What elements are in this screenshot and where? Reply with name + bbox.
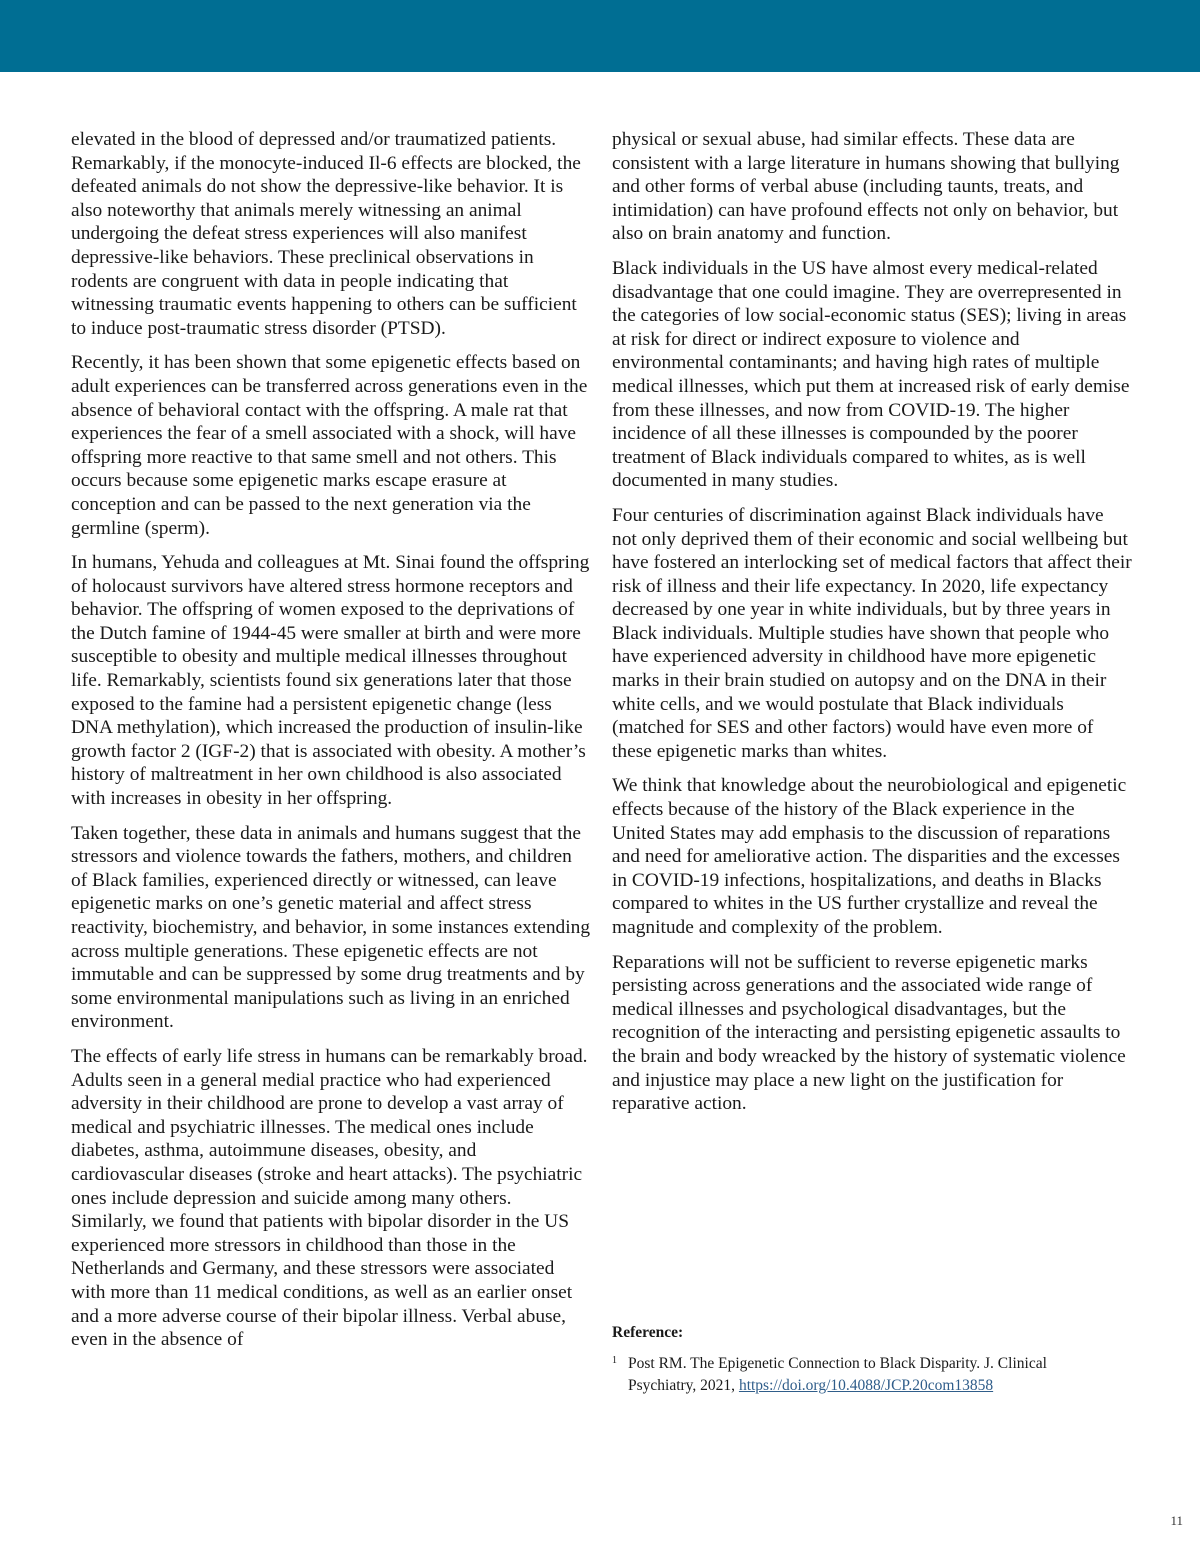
reference-text: Post RM. The Epigenetic Connection to Black Disparity. J. Clinical Psychiatry, 2021, [628,1355,1047,1394]
right-column [612,128,1132,1127]
page-number: 11 [1170,1513,1183,1528]
body-paragraph: Black individuals in the US have almost every medical-related disadvantage that one could imagine. They are overrepresented in the categories of low social-economic status (SES); living in areas at risk for direct or indirect exposure to violence and environmental contaminants; and having high rates of multiple medical illnesses, which put them at increased risk of early demise from these illnesses, and now from COVID-19. The higher incidence of all these illnesses is compounded by the poorer treatment of Black individuals compared to whites, as is well documented in many studies. [612,257,1130,492]
body-paragraph: Taken together, these data in animals and humans suggest that the stressors and violence towards the fathers, mothers, and children of Black families, experienced directly or witnessed, can leave epigenetic marks on one’s genetic material and affect stress reactivity, biochemistry, and behavior, in some instances extending across multiple generations. These epigenetic effects are not immutable and can be suppressed by some drug treatments and by some environmental manipulations such as living in an enriched environment. [71,822,591,1033]
doi-link[interactable]: https://doi.org/10.4088/JCP.20com13858 [738,1377,994,1394]
reference-number: 1 [612,1355,617,1366]
body-paragraph: Recently, it has been shown that some epigenetic effects based on adult experiences can be transferred across generations even in the absence of behavioral contact with the offspring. A male rat that experiences the fear of a smell associated with a shock, will have offspring more reactive to that same smell and not others. This occurs because some epigenetic marks escape erasure at conception and can be passed to the next generation via the germline (sperm). [71,352,588,539]
body-paragraph: elevated in the blood of depressed and/or traumatized patients. Remarkably, if the monocyte-induced Il-6 effects are blocked, the defeated animals do not show the depressive-like behavior. It is also noteworthy that animals merely witnessing an animal undergoing the defeat stress experiences will also manifest depressive-like behaviors. These preclinical observations in rodents are congruent with data in people indicating that witnessing traumatic events happening to others can be sufficient to induce post-traumatic stress disorder (PTSD). [71,129,581,339]
body-paragraph: We think that knowledge about the neurobiological and epigenetic effects because of the history of the Black experience in the United States may add emphasis to the discussion of reparations and need for ameliorative action. The disparities and the excesses in COVID-19 infections, hospitalizations, and deaths in Blacks compared to whites in the US further crystallize and reveal the magnitude and complexity of the problem. [612,775,1127,938]
reference-heading: Reference: [612,1324,684,1341]
body-paragraph: Four centuries of discrimination against Black individuals have not only deprived them of their economic and social wellbeing but have fostered an interlocking set of medical factors that affect their risk of illness and their life expectancy. In 2020, life expectancy decreased by one year in white individuals, but by three years in Black individuals. Multiple studies have shown that people who have experienced adversity in childhood have more epigenetic marks in their brain studied on autopsy and on the DNA in their white cells, and we would postulate that Black individuals (matched for SES and other factors) would have even more of these epigenetic marks than whites. [612,504,1132,762]
body-paragraph: The effects of early life stress in humans can be remarkably broad. Adults seen in a general medial practice who had experienced adversity in their childhood are prone to develop a vast array of medical and psychiatric illnesses. The medical ones include diabetes, asthma, autoimmune diseases, obesity, and cardiovascular diseases (stroke and heart attacks). The psychiatric ones include depression and suicide among many others. Similarly, we found that patients with bipolar disorder in the US experienced more stressors in childhood than those in the Netherlands and Germany, and these stressors were associated with more than 11 medical conditions, as well as an earlier onset and a more adverse course of their bipolar illness. Verbal abuse, even in the absence of [71,1045,588,1351]
body-paragraph: In humans, Yehuda and colleagues at Mt. Sinai found the offspring of holocaust survivors have altered stress hormone receptors and behavior. The offspring of women exposed to the deprivations of the Dutch famine of 1944-45 were smaller at birth and were more susceptible to obesity and multiple medical illnesses throughout life. Remarkably, scientists found six generations later that those exposed to the famine had a persistent epigenetic change (less DNA methylation), which increased the production of insulin-like growth factor 2 (IGF-2) that is associated with obesity. A mother’s history of maltreatment in her own childhood is also associated with increases in obesity in her offspring. [71,552,590,810]
header-band [0,0,1200,72]
body-paragraph: physical or sexual abuse, had similar effects. These data are consistent with a large literature in humans showing that bullying and other forms of verbal abuse (including taunts, treats, and intimidation) can have profound effects not only on behavior, but also on brain anatomy and function. [612,129,1120,245]
body-paragraph: Reparations will not be sufficient to reverse epigenetic marks persisting across generations and the associated wide range of medical illnesses and psychological disadvantages, but the recognition of the interacting and persisting epigenetic assaults to the brain and body wreacked by the history of systematic violence and injustice may place a new light on the justification for reparative action. [612,951,1126,1115]
reference-section [612,1322,1082,1397]
reference-item [612,1353,1082,1397]
left-column [71,128,591,1363]
